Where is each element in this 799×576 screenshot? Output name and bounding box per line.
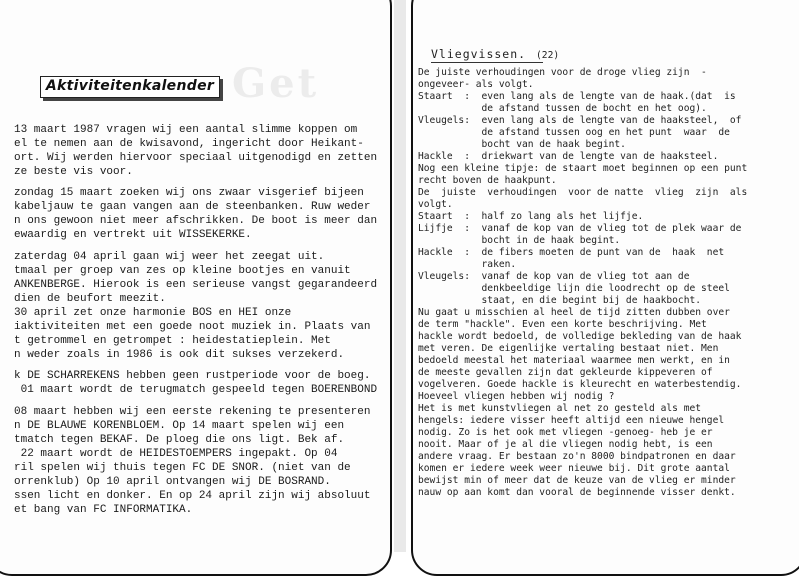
right-text-line: staat, en die begint bij de haakbocht.	[418, 295, 702, 306]
left-text-line: k DE SCHARREKENS hebben geen rustperiode voor de boeg.	[14, 370, 371, 382]
right-text-line: Staart : half zo lang als het lijfje.	[418, 211, 644, 222]
left-text-line: n ons gewoon niet meer afschrikken. De boot is meer dan	[14, 215, 378, 227]
left-text-line: 01 maart wordt de terugmatch gespeeld tegen BOERENBOND	[14, 384, 378, 396]
right-text-line: Lijfje : vanaf de kop van de vlieg tot de plek waar de	[418, 223, 742, 234]
left-text-line: ewaardig en vertrekt uit WISSEKERKE.	[14, 229, 252, 241]
right-text-line: de afstand tussen oog en het punt waar de	[418, 127, 730, 138]
right-text-line: Hoeveel vliegen hebben wij nodig ?	[418, 391, 615, 402]
left-text-line: ANKENBERGE. Hierook is een serieuse vangst gegarandeerd	[14, 279, 378, 291]
page-gutter	[394, 0, 406, 552]
left-text-line: t getrommel en getrompet : heidestatieplein. Met	[14, 335, 331, 347]
right-text-line: denkbeeldige lijn die loodrecht op de steel	[418, 283, 730, 294]
left-text-line: 13 maart 1987 vragen wij een aantal slimme koppen om	[14, 124, 358, 136]
right-text-line: hackle wordt bedoeld, de volledige bekleding van de haak	[418, 331, 742, 342]
left-text-line: ssen licht en donker. En op 24 april zijn wij absoluut	[14, 490, 371, 502]
right-text-line: komen er iedere week weer nieuwe bij. Dit grote aantal	[418, 463, 730, 474]
right-text-line: de term "hackle". Even een korte beschrijving. Met	[418, 319, 707, 330]
left-text-line: orrenklub) Op 10 april ontvangen wij DE BOSRAND.	[14, 476, 331, 488]
right-text-line: nooit. Maar of je al die vliegen nodig hebt, is een	[418, 439, 713, 450]
page-title	[431, 47, 559, 61]
right-text-line: bocht in de haak begint.	[418, 235, 621, 246]
right-text-line: volgt.	[418, 199, 453, 210]
right-text-line: Staart : even lang als de lengte van de haak.(dat is	[418, 91, 736, 102]
title-text: Vliegvissen.	[431, 47, 527, 61]
left-text-line: 08 maart hebben wij een eerste rekening te presenteren	[14, 406, 371, 418]
right-text-line: vogelveren. Goede hackle is kleurecht en waterbestendig.	[418, 379, 742, 390]
right-text-line: Vleugels: even lang als de lengte van de haaksteel, of	[418, 115, 742, 126]
right-text-line: Nog een kleine tipje: de staart moet beginnen op een punt	[418, 163, 748, 174]
left-text-line: 22 maart wordt de HEIDESTOEMPERS ingepakt. Op 04	[14, 448, 338, 460]
left-text-line: iaktiviteiten met een goede noot muziek in. Plaats van	[14, 321, 371, 333]
left-text-line: 30 april zet onze harmonie BOS en HEI onze	[14, 307, 292, 319]
right-text-line: Het is met kunstvliegen al net zo gesteld als met	[418, 403, 702, 414]
right-text-line: de meeste gevallen zijn dat gekleurde kippeveren of	[418, 367, 713, 378]
right-text-line: Hackle : driekwart van de lengte van de haaksteel.	[418, 151, 719, 162]
right-text-line: recht boven de haakpunt.	[418, 175, 557, 186]
page-heading: Aktiviteitenkalender	[45, 78, 215, 94]
left-text-line: ril spelen wij thuis tegen FC DE SNOR. (niet van de	[14, 462, 351, 474]
page-number: (22)	[536, 50, 560, 61]
right-text-line: nauw op aan komt dan vooral de beginnende visser denkt.	[418, 487, 736, 498]
right-text-line: Vleugels: vanaf de kop van de vlieg tot aan de	[418, 271, 690, 282]
right-text-line: De juiste verhoudingen voor de natte vlieg zijn als	[418, 187, 748, 198]
left-text-line: tmaal per groep van zes op kleine bootjes en vanuit	[14, 265, 351, 277]
left-text-line: zaterdag 04 april gaan wij weer het zeegat uit.	[14, 251, 325, 263]
right-text-line: ongeveer- als volgt.	[418, 79, 534, 90]
left-text-line: et bang van FC INFORMATIKA.	[14, 504, 193, 516]
left-text-line: ze beste vis voor.	[14, 166, 133, 178]
left-text-line: dien de beufort meezit.	[14, 293, 166, 305]
left-text-line: tmatch tegen BEKAF. De ploeg die ons ligt. Bek af.	[14, 434, 345, 446]
right-text-line: De juiste verhoudingen voor de droge vlieg zijn -	[418, 67, 707, 78]
right-text-line: raken.	[418, 259, 517, 270]
right-text-line: Nu gaat u misschien al heel de tijd zitten dubben over	[418, 307, 730, 318]
left-text-line: el te nemen aan de kwisavond, ingericht door Heikant-	[14, 138, 364, 150]
right-text-line: andere vraag. Er bestaan zo'n 8000 bindpatronen en daar	[418, 451, 736, 462]
left-text-line: n DE BLAUWE KORENBLOEM. Op 14 maart spelen wij een	[14, 420, 345, 432]
right-text-line: bewijst min of meer dat de keuze van de vlieg er minder	[418, 475, 736, 486]
right-text-line: bocht van de haak begint.	[418, 139, 626, 150]
right-text-line: Hackle : de fibers moeten de punt van de haak net	[418, 247, 725, 258]
show-through-text: Get	[232, 60, 320, 107]
right-text-line: nodig. Zo is het ook met vliegen -genoeg- heb je er	[418, 427, 713, 438]
left-text-line: kabeljauw te gaan vangen aan de steenbanken. Ruw weder	[14, 201, 371, 213]
left-text-line: n weder zoals in 1986 is ook dit sukses verzekerd.	[14, 349, 345, 361]
right-text-line: bedoeld meestal het materiaal waarmee men werkt, en in	[418, 355, 730, 366]
right-text-line: hengels: iedere visser heeft altijd een nieuwe hengel	[418, 415, 725, 426]
title-underline	[431, 62, 543, 63]
left-text-line: ort. Wij werden hiervoor speciaal uitgenodigd en zetten	[14, 152, 378, 164]
right-text-line: met veren. De eigenlijke vertaling bestaat niet. Men	[418, 343, 719, 354]
heading-box	[40, 76, 220, 98]
left-text-line: zondag 15 maart zoeken wij ons zwaar visgerief bijeen	[14, 187, 364, 199]
right-text-line: de afstand tussen de bocht en het oog).	[418, 103, 707, 114]
